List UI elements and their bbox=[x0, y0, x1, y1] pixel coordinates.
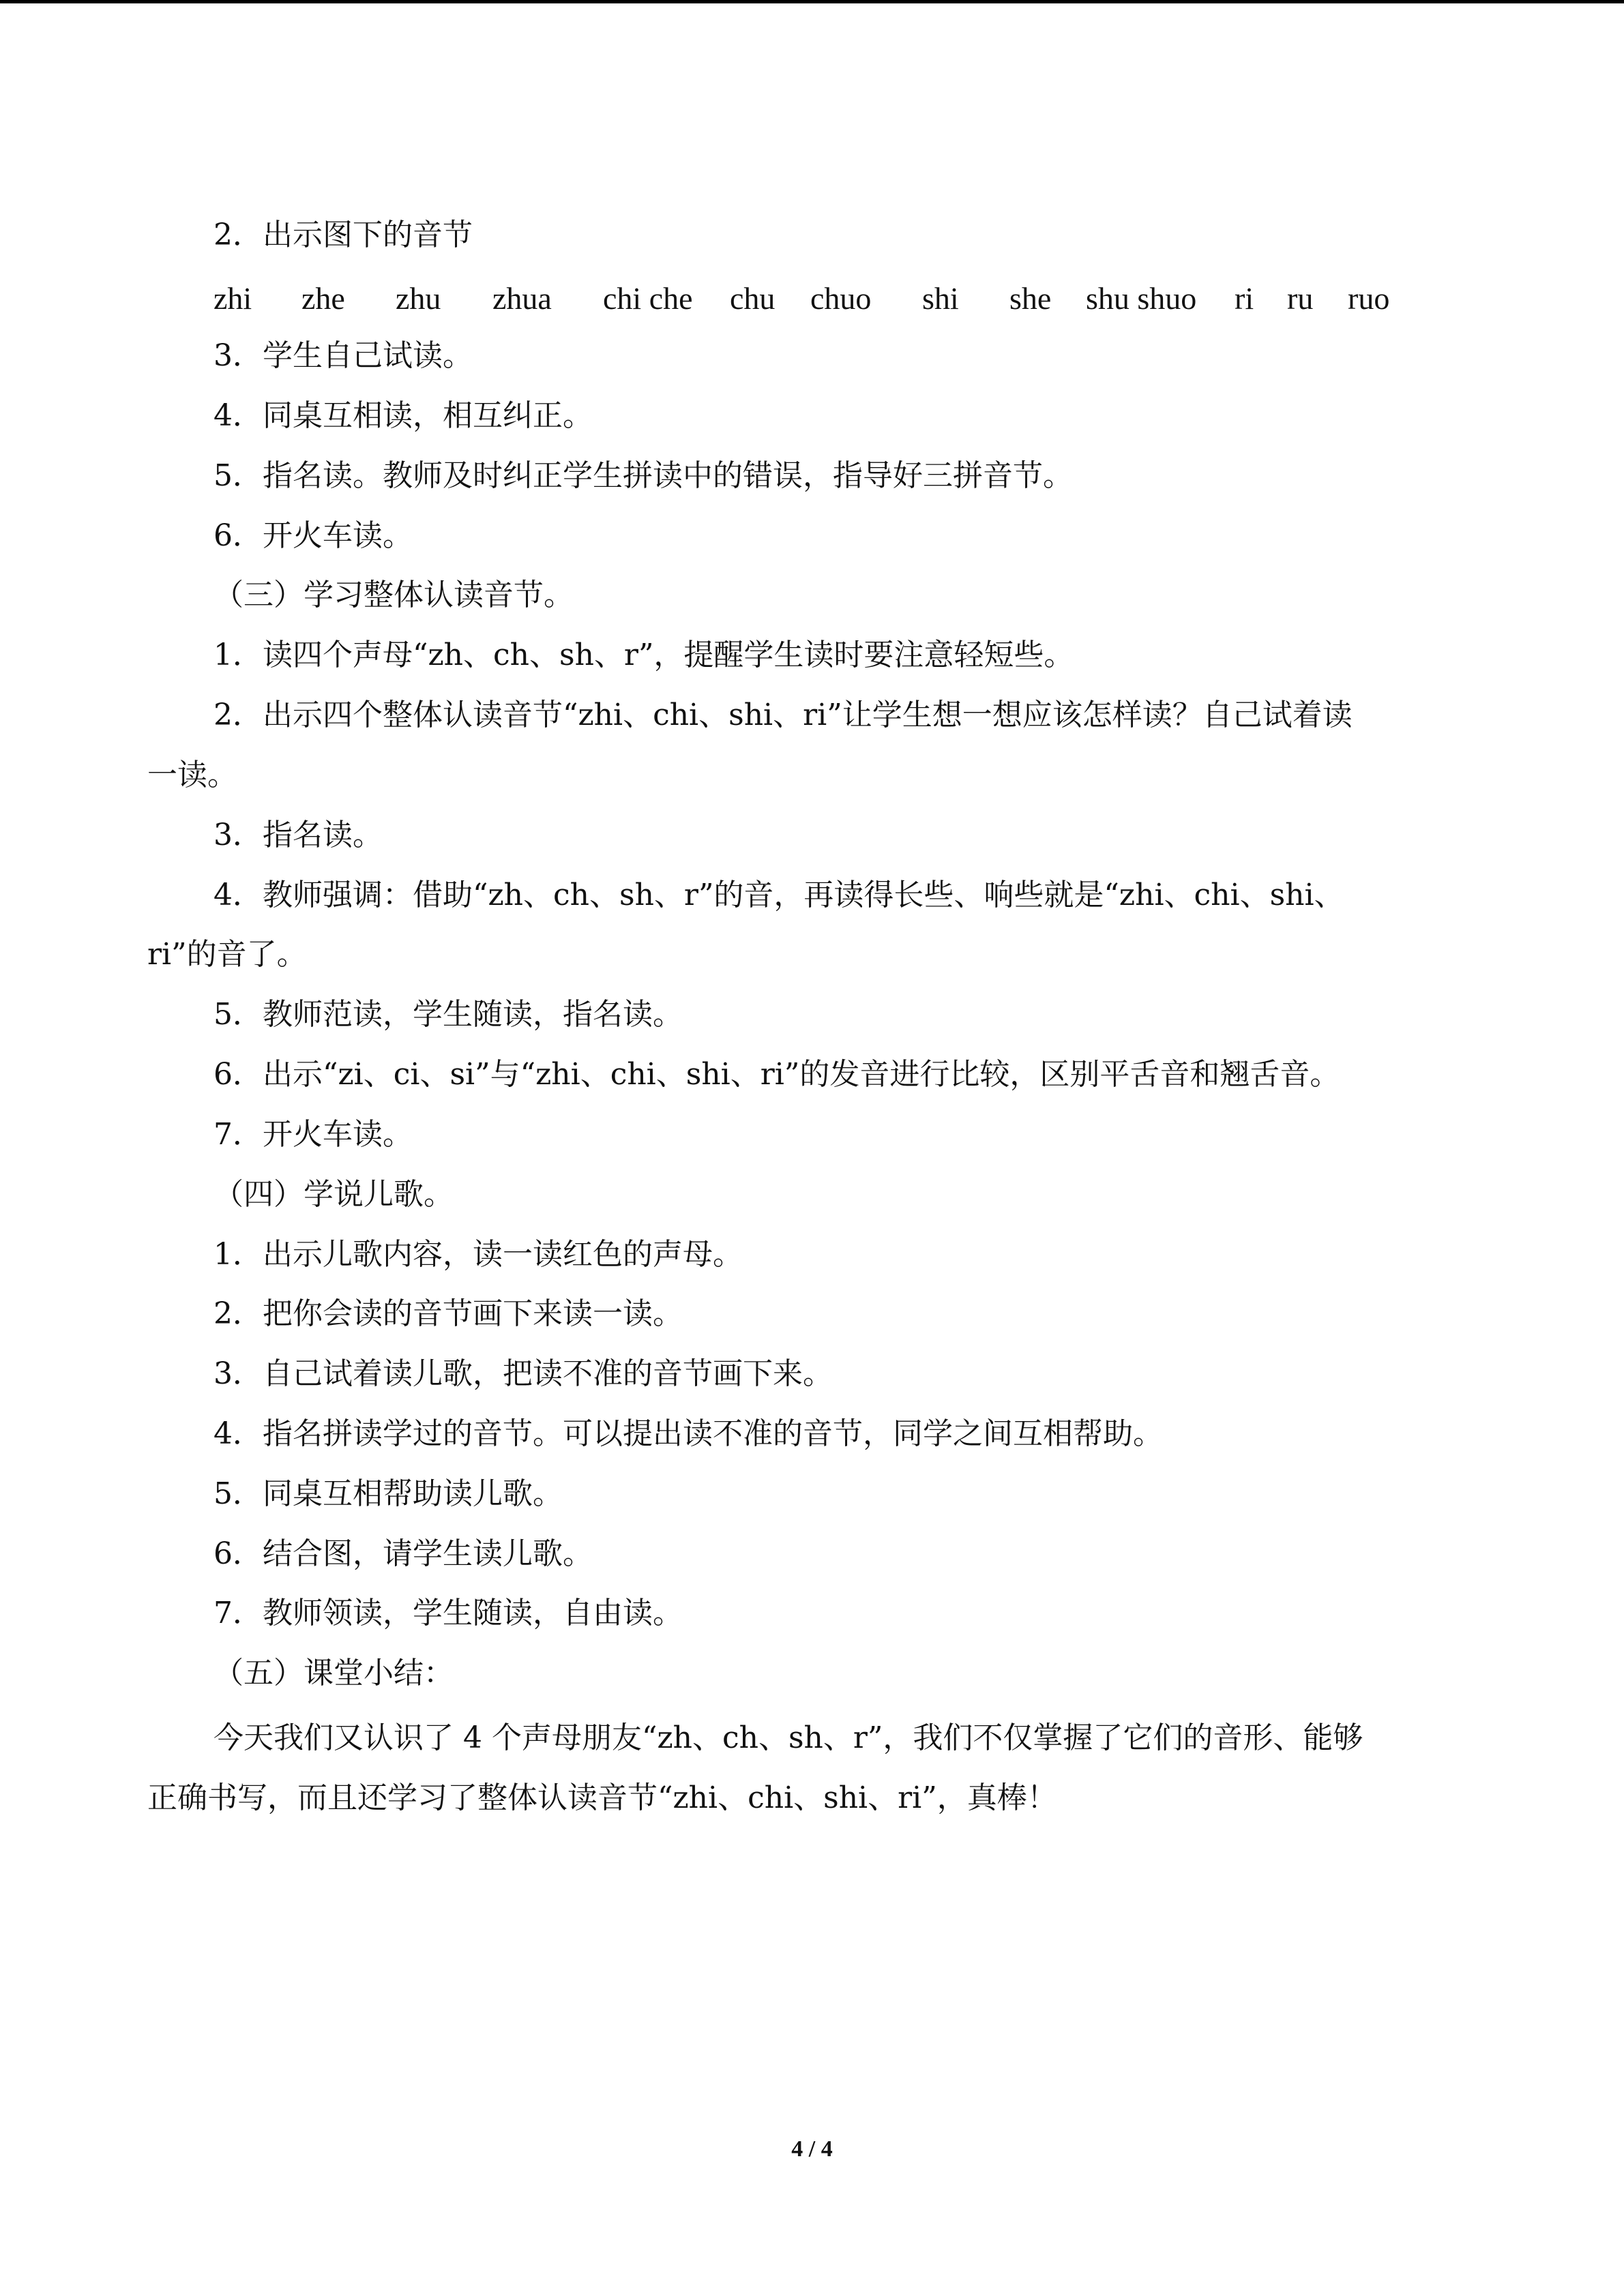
pinyin-syllable: shi bbox=[922, 281, 959, 316]
page-number: 4 / 4 bbox=[791, 2136, 833, 2162]
section-heading: （五）课堂小结： bbox=[213, 1656, 454, 1690]
pinyin-syllable: ru bbox=[1287, 281, 1314, 316]
pinyin-syllable: zhe bbox=[301, 281, 345, 316]
list-item: 3．自己试着读儿歌，把读不准的音节画下来。 bbox=[213, 1356, 833, 1391]
list-item: 5．同桌互相帮助读儿歌。 bbox=[213, 1476, 563, 1511]
section-heading: （三）学习整体认读音节。 bbox=[213, 578, 574, 612]
list-item: 2．把你会读的音节画下来读一读。 bbox=[213, 1296, 683, 1331]
list-item: 2．出示四个整体认读音节“zhi、chi、shi、ri”让学生想一想应该怎样读？自己试着读 bbox=[213, 698, 1353, 732]
summary-paragraph: 今天我们又认识了 4 个声母朋友“zh、ch、sh、r”，我们不仅掌握了它们的音形、能够 bbox=[213, 1720, 1363, 1755]
list-item: 1．出示儿歌内容，读一读红色的声母。 bbox=[213, 1237, 743, 1272]
section-heading: （四）学说儿歌。 bbox=[213, 1177, 454, 1212]
pinyin-syllable: shu shuo bbox=[1086, 281, 1197, 316]
list-item: 1．读四个声母“zh、ch、sh、r”，提醒学生读时要注意轻短些。 bbox=[213, 638, 1074, 672]
list-item: 4．同桌互相读，相互纠正。 bbox=[213, 398, 593, 433]
list-item: 6．出示“zi、ci、si”与“zhi、chi、shi、ri”的发音进行比较，区别平舌音和翘舌音。 bbox=[213, 1057, 1340, 1092]
pinyin-syllable: chi che bbox=[603, 281, 693, 316]
pinyin-syllable: chuo bbox=[810, 281, 872, 316]
list-item: 4．教师强调：借助“zh、ch、sh、r”的音，再读得长些、响些就是“zhi、chi、shi、 bbox=[213, 878, 1344, 912]
list-item-continuation: 一读。 bbox=[147, 758, 237, 792]
list-item: 6．结合图，请学生读儿歌。 bbox=[213, 1536, 593, 1571]
list-item: 6．开火车读。 bbox=[213, 518, 413, 553]
pinyin-syllable: zhua bbox=[492, 281, 552, 316]
pinyin-syllable: chu bbox=[730, 281, 776, 316]
pinyin-syllable: zhi bbox=[213, 281, 252, 316]
pinyin-syllable: zhu bbox=[396, 281, 441, 316]
pinyin-syllable-row bbox=[0, 278, 1624, 319]
summary-paragraph-continuation: 正确书写，而且还学习了整体认读音节“zhi、chi、shi、ri”，真棒！ bbox=[147, 1780, 1057, 1815]
pinyin-syllable: she bbox=[1009, 281, 1052, 316]
list-item: 3．指名读。 bbox=[213, 818, 383, 852]
list-item: 3．学生自己试读。 bbox=[213, 338, 473, 373]
list-item: 5．指名读。教师及时纠正学生拼读中的错误，指导好三拼音节。 bbox=[213, 458, 1073, 493]
list-item: 7．教师领读，学生随读，自由读。 bbox=[213, 1596, 683, 1630]
list-item-continuation: ri”的音了。 bbox=[147, 937, 307, 972]
pinyin-syllable: ri bbox=[1235, 281, 1254, 316]
pinyin-syllable: ruo bbox=[1348, 281, 1390, 316]
list-item: 5．教师范读，学生随读，指名读。 bbox=[213, 997, 683, 1032]
list-item: 7．开火车读。 bbox=[213, 1117, 413, 1152]
list-item: 2．出示图下的音节 bbox=[213, 218, 473, 252]
list-item: 4．指名拼读学过的音节。可以提出读不准的音节，同学之间互相帮助。 bbox=[213, 1416, 1163, 1451]
